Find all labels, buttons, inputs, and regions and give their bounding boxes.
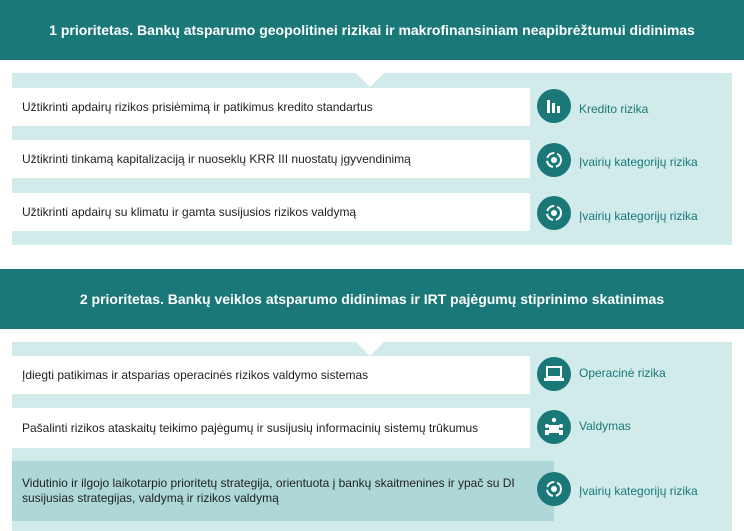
priority-2-item-1 — [12, 356, 530, 394]
item-text: Įdiegti patikimas ir atsparias operacinės rizikos valdymo sistemas — [22, 367, 369, 382]
item-text: Vidutinio ir ilgojo laikotarpio prioritetų strategija, orientuota į bankų skaitmenines ir ypač su DI susijusias strategijas, valdymą ir rizikos valdymą — [22, 476, 515, 505]
cycle-icon — [537, 196, 571, 230]
item-text: Užtikrinti apdairų rizikos prisiėmimą ir patikimus kredito standartus — [22, 99, 373, 114]
priority-2-item-3 — [12, 461, 554, 521]
risk-label: Įvairių kategorijų rizika — [579, 209, 698, 223]
item-text: Pašalinti rizikos ataskaitų teikimo pajėgumų ir susijusių informacinių sistemų trūkumus — [22, 420, 479, 435]
priority-1-item-3 — [12, 193, 530, 231]
priority-2-header — [0, 269, 744, 329]
priority-1-item-1 — [12, 88, 530, 126]
priority-2-title: 2 prioritetas. Bankų veiklos atsparumo didinimas ir IRT pajėgumų stiprinimo skatinimas — [79, 291, 665, 307]
risk-label: Įvairių kategorijų rizika — [579, 155, 698, 169]
risk-label: Kredito rizika — [579, 102, 649, 116]
item-text: Užtikrinti apdairų su klimatu ir gamta susijusios rizikos valdymą — [22, 204, 357, 219]
priority-1-title: 1 prioritetas. Bankų atsparumo geopolitinei rizikai ir makrofinansiniam neapibrėžtumui didinimas — [49, 22, 695, 38]
priority-2-notch — [356, 342, 384, 356]
priority-1-header — [0, 0, 744, 60]
item-text: Užtikrinti tinkamą kapitalizaciją ir nuoseklų KRR III nuostatų įgyvendinimą — [22, 151, 411, 166]
risk-label: Įvairių kategorijų rizika — [579, 484, 698, 498]
priority-1-item-2 — [12, 140, 530, 178]
priority-1-notch — [356, 73, 384, 87]
priority-2-item-2 — [12, 408, 530, 448]
laptop-icon — [537, 357, 571, 391]
bar-chart-icon — [537, 89, 571, 123]
cycle-icon — [537, 472, 571, 506]
risk-label: Valdymas — [579, 419, 631, 433]
cycle-icon — [537, 143, 571, 177]
risk-label: Operacinė rizika — [579, 366, 666, 380]
people-meeting-icon — [537, 410, 571, 444]
